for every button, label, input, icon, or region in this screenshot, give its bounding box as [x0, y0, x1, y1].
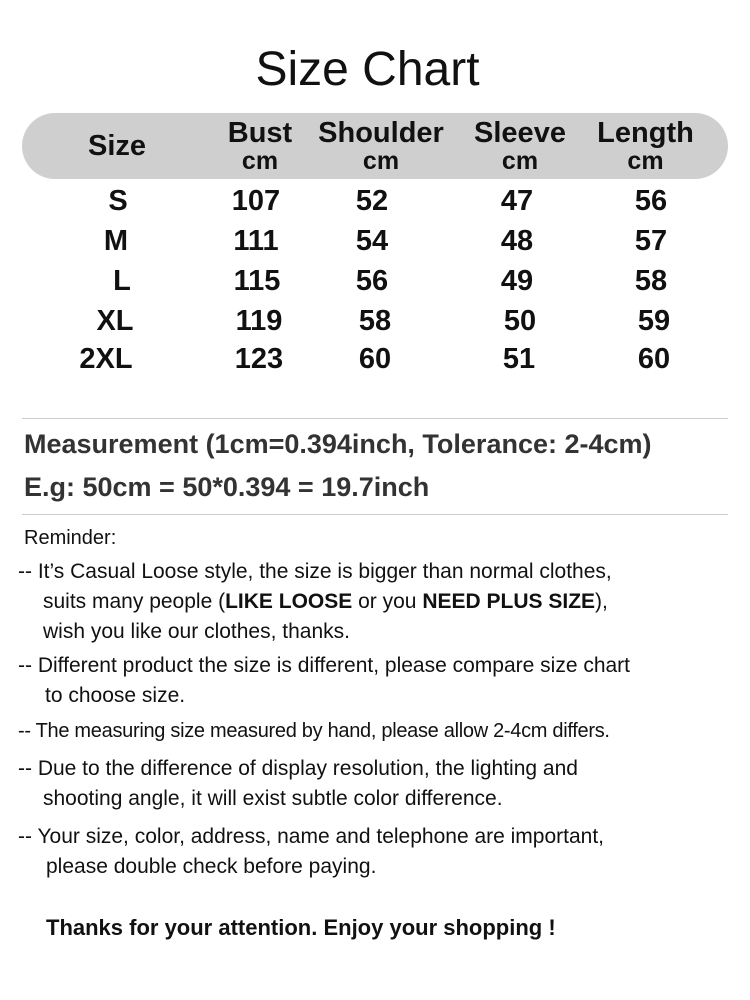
- reminder-item-1: [18, 557, 612, 647]
- reminder-item-1-line-1: -- It’s Casual Loose style, the size is bigger than normal clothes,: [18, 560, 612, 583]
- reminder-item-2: [18, 651, 630, 711]
- cell-length: 58: [634, 265, 668, 297]
- table-row: [0, 301, 750, 341]
- header-shoulder-unit: cm: [362, 147, 400, 175]
- cell-sleeve: 50: [503, 305, 537, 337]
- reminder-item-2-line-2: to choose size.: [45, 684, 186, 707]
- cell-sleeve: 51: [502, 343, 536, 375]
- cell-size: L: [113, 265, 131, 297]
- cell-bust: 111: [233, 225, 279, 257]
- cell-length: 57: [634, 225, 668, 257]
- reminder-item-1-line-3: wish you like our clothes, thanks.: [43, 620, 350, 643]
- cell-sleeve: 48: [500, 225, 534, 257]
- page-title: Size Chart: [255, 43, 480, 96]
- header-sleeve-label: Sleeve: [474, 117, 566, 149]
- divider: [22, 514, 728, 515]
- cell-bust: 115: [233, 265, 281, 297]
- table-row: [0, 339, 750, 379]
- header-bust-unit: cm: [241, 147, 279, 175]
- cell-size: M: [103, 225, 129, 257]
- header-shoulder: [310, 118, 452, 174]
- reminder-item-3: -- The measuring size measured by hand, please allow 2-4cm differs.: [18, 720, 610, 742]
- text-span: or you: [352, 590, 423, 613]
- reminder-item-4: [18, 754, 578, 814]
- cell-size: S: [108, 185, 128, 217]
- text-span: ),: [595, 590, 608, 613]
- reminder-item-1-line-2: [18, 587, 612, 617]
- reminder-item-4-line-2: shooting angle, it will exist subtle color difference.: [43, 787, 503, 810]
- header-size: Size: [87, 130, 147, 162]
- like-loose-emphasis: LIKE LOOSE: [225, 590, 353, 613]
- reminder-heading: Reminder:: [24, 527, 117, 549]
- cell-size: XL: [96, 305, 134, 337]
- header-length-label: Length: [597, 117, 694, 149]
- header-length: [588, 118, 703, 174]
- cell-length: 59: [637, 305, 671, 337]
- text-span: suits many people (: [43, 590, 226, 613]
- cell-shoulder: 52: [355, 185, 389, 217]
- cell-shoulder: 60: [358, 343, 392, 375]
- cell-length: 60: [637, 343, 671, 375]
- table-row: [0, 221, 750, 261]
- header-sleeve-unit: cm: [501, 147, 539, 175]
- cell-bust: 107: [231, 185, 281, 217]
- measurement-example: E.g: 50cm = 50*0.394 = 19.7inch: [24, 472, 430, 502]
- thanks-message: Thanks for your attention. Enjoy your shopping !: [46, 915, 556, 940]
- reminder-item-2-line-1: -- Different product the size is different, please compare size chart: [18, 654, 631, 677]
- header-shoulder-label: Shoulder: [318, 117, 444, 149]
- cell-bust: 119: [235, 305, 283, 337]
- cell-bust: 123: [234, 343, 284, 375]
- table-row: [0, 181, 750, 221]
- divider: [22, 418, 728, 419]
- cell-shoulder: 56: [355, 265, 389, 297]
- reminder-item-5: [18, 822, 604, 882]
- plus-size-emphasis: NEED PLUS SIZE: [422, 590, 596, 613]
- cell-sleeve: 49: [500, 265, 534, 297]
- cell-sleeve: 47: [500, 185, 534, 217]
- header-sleeve: [465, 118, 575, 174]
- header-bust: [210, 118, 310, 174]
- header-length-unit: cm: [627, 147, 664, 175]
- cell-shoulder: 54: [355, 225, 389, 257]
- reminder-item-5-line-1: -- Your size, color, address, name and telephone are important,: [18, 825, 605, 848]
- header-bust-label: Bust: [227, 117, 293, 149]
- table-row: [0, 261, 750, 301]
- cell-length: 56: [634, 185, 668, 217]
- cell-size: 2XL: [79, 343, 133, 375]
- reminder-item-5-line-2: please double check before paying.: [46, 855, 377, 878]
- reminder-item-4-line-1: -- Due to the difference of display resolution, the lighting and: [18, 757, 578, 780]
- measurement-note: Measurement (1cm=0.394inch, Tolerance: 2-4cm): [24, 429, 652, 459]
- cell-shoulder: 58: [358, 305, 392, 337]
